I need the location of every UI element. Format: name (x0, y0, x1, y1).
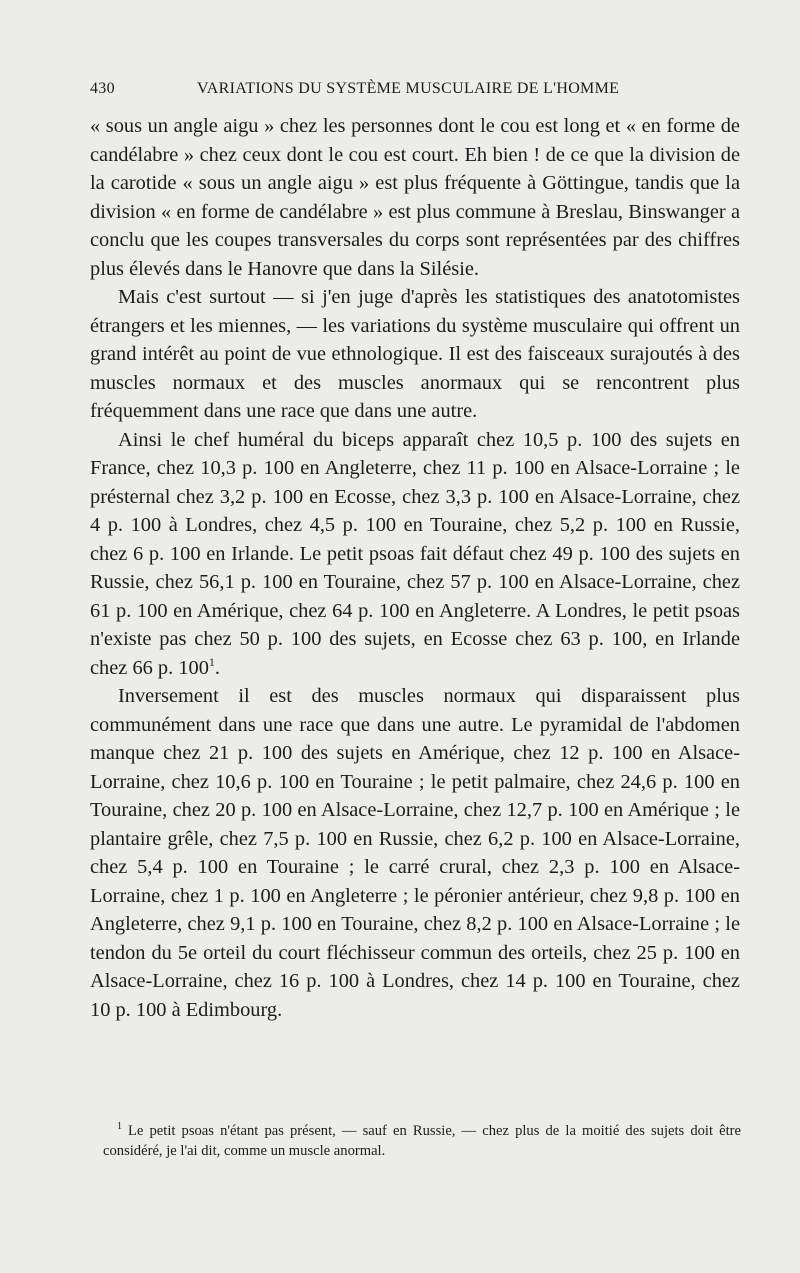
paragraph: Inversement il est des muscles normaux qui disparaissent plus communément dans une race que dans une autre. Le pyramidal de l'abdomen manque chez 21 p. 100 des sujets en Amérique, chez 12 p. 100 en Alsace-Lorraine, chez 10,6 p. 100 en Touraine ; le petit palmaire, chez 24,6 p. 100 en Touraine, chez 20 p. 100 en Alsace-Lorraine, chez 12,7 p. 100 en Amérique ; le plantaire grêle, chez 7,5 p. 100 en Russie, chez 6,2 p. 100 en Alsace-Lorraine, chez 5,4 p. 100 en Touraine ; le carré crural, chez 2,3 p. 100 en Alsace-Lorraine, chez 1 p. 100 en Angleterre ; le péronier antérieur, chez 9,8 p. 100 en Angleterre, chez 9,1 p. 100 en Touraine, chez 8,2 p. 100 en Alsace-Lorraine ; le tendon du 5e orteil du court fléchisseur commun des orteils, chez 25 p. 100 en Alsace-Lorraine, chez 16 p. 100 à Londres, chez 14 p. 100 en Touraine, chez 10 p. 100 à Edimbourg. (90, 685, 740, 1021)
footnote-text: Le petit psoas n'étant pas présent, — sauf en Russie, — chez plus de la moitié des sujets doit être considéré, je l'ai dit, comme un muscle anormal. (103, 1123, 741, 1159)
footnote (103, 1121, 741, 1161)
footnote-reference: 1 (208, 654, 215, 669)
paragraph: « sous un angle aigu » chez les personnes dont le cou est long et « en forme de candélabre » chez ceux dont le cou est court. Eh bien ! de ce que la division de la carotide « sous un angle aigu » est plus fréquente à Göttingue, tandis que la division « en forme de candélabre » est plus commune à Breslau, Binswanger a conclu que les coupes transversales du corps sont représentées par des chiffres plus élevés dans le Hanovre que dans la Silésie. (90, 115, 740, 280)
page-number: 430 (90, 80, 115, 97)
running-title: VARIATIONS DU SYSTÈME MUSCULAIRE DE L'HOMME (197, 80, 620, 97)
page-header (90, 80, 740, 104)
paragraph: Mais c'est surtout — si j'en juge d'après les statistiques des anatotomistes étrangers et les miennes, — les variations du système musculaire qui offrent un grand intérêt au point de vue ethnologique. Il est des faisceaux surajoutés à des muscles normaux et des muscles anormaux qui se rencontrent plus fréquemment dans une race que dans une autre. (90, 286, 740, 422)
body-text (90, 112, 740, 1024)
footnote-mark: 1 (117, 1121, 122, 1133)
paragraph (90, 426, 740, 683)
paragraph-text-end: . (214, 656, 221, 679)
paragraph-text: Ainsi le chef huméral du biceps apparaît chez 10,5 p. 100 des sujets en France, chez 10,3 p. 100 en Angleterre, chez 11 p. 100 en Alsace-Lorraine ; le présternal chez 3,2 p. 100 en Ecosse, chez 3,3 p. 100 en Alsace-Lorraine, chez 4 p. 100 à Londres, chez 4,5 p. 100 en Touraine, chez 5,2 p. 100 en Russie, chez 6 p. 100 en Irlande. Le petit psoas fait défaut chez 49 p. 100 des sujets en Russie, chez 56,1 p. 100 en Touraine, chez 57 p. 100 en Alsace-Lorraine, chez 61 p. 100 en Amérique, chez 64 p. 100 en Angleterre. A Londres, le petit psoas n'existe pas chez 50 p. 100 des sujets, en Ecosse chez 63 p. 100, en Irlande chez 66 p. 100 (90, 428, 740, 679)
